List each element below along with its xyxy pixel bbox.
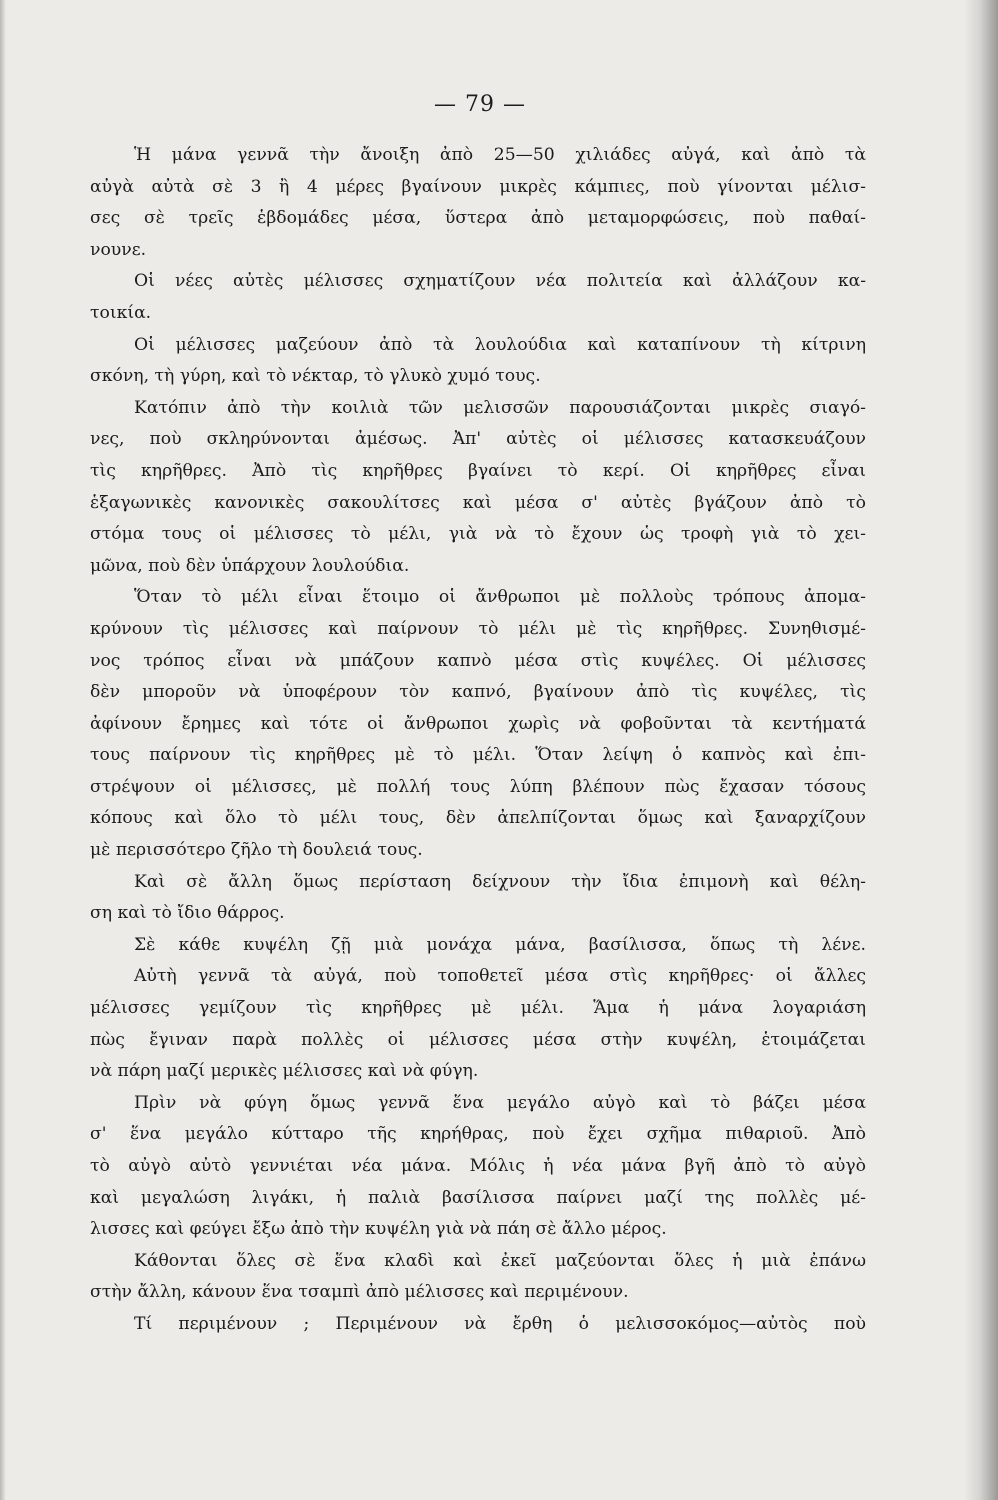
text-line: νουνε. — [90, 239, 147, 260]
text-line: κόπους καὶ ὅλο τὸ μέλι τους, δὲν ἀπελπίζονται ὅμως καὶ ξαναρχίζουν — [90, 808, 866, 829]
text-line: ἑξαγωνικὲς κανονικὲς σακουλίτσες καὶ μέσα σ' αὐτὲς βγάζουν ἀπὸ τὸ — [90, 492, 866, 513]
text-line: Σὲ κάθε κυψέλη ζῇ μιὰ μονάχα μάνα, βασίλισσα, ὅπως τὴ λένε. — [134, 934, 866, 955]
text-line: στὴν ἄλλη, κάνουν ἕνα τσαμπὶ ἀπὸ μέλισσες καὶ περιμένουν. — [90, 1282, 629, 1303]
text-line: μῶνα, ποὺ δὲν ὑπάρχουν λουλούδια. — [90, 555, 410, 576]
text-line: αὐγὰ αὐτὰ σὲ 3 ἢ 4 μέρες βγαίνουν μικρὲς κάμπιες, ποὺ γίνονται μέλισ- — [90, 176, 866, 197]
text-line: δὲν μποροῦν νὰ ὑποφέρουν τὸν καπνό, βγαίνουν ἀπὸ τὶς κυψέλες, τὶς — [90, 682, 866, 703]
text-line: νες, ποὺ σκληρύνονται ἀμέσως. Ἀπ' αὐτὲς οἱ μέλισσες κατασκευάζουν — [90, 429, 866, 450]
text-line: Καὶ σὲ ἄλλη ὅμως περίσταση δείχνουν τὴν ἴδια ἐπιμονὴ καὶ θέλη- — [134, 871, 866, 892]
text-line: στρέψουν οἱ μέλισσες, μὲ πολλή τους λύπη βλέπουν πὼς ἔχασαν τόσους — [90, 776, 866, 797]
text-line: Ὅταν τὸ μέλι εἶναι ἕτοιμο οἱ ἄνθρωποι μὲ πολλοὺς τρόπους ἀπομα- — [134, 587, 866, 608]
text-line: Τί περιμένουν ; Περιμένουν νὰ ἔρθη ὁ μελισσοκόμος—αὐτὸς ποὺ — [134, 1313, 866, 1334]
text-line: Αὐτὴ γεννᾶ τὰ αὐγά, ποὺ τοποθετεῖ μέσα στὶς κηρῆθρες· οἱ ἄλλες — [134, 966, 866, 987]
text-line: ση καὶ τὸ ἴδιο θάρρος. — [90, 903, 285, 924]
text-line: κρύνουν τὶς μέλισσες καὶ παίρνουν τὸ μέλι μὲ τὶς κηρῆθρες. Συνηθισμέ- — [90, 618, 866, 639]
page-left-edge — [0, 0, 6, 1500]
text-line: λισσες καὶ φεύγει ἔξω ἀπὸ τὴν κυψέλη γιὰ νὰ πάη σὲ ἄλλο μέρος. — [90, 1219, 667, 1240]
text-line: μὲ περισσότερο ζῆλο τὴ δουλειά τους. — [90, 840, 423, 861]
text-line: νὰ πάρη μαζί μερικὲς μέλισσες καὶ νὰ φύγη. — [90, 1061, 479, 1082]
text-line: τὶς κηρῆθρες. Ἀπὸ τὶς κηρῆθρες βγαίνει τὸ κερί. Οἱ κηρῆθρες εἶναι — [90, 460, 866, 481]
page-number: — 79 — — [434, 92, 526, 117]
text-line: νος τρόπος εἶναι νὰ μπάζουν καπνὸ μέσα στὶς κυψέλες. Οἱ μέλισσες — [90, 650, 866, 671]
text-line: σ' ἕνα μεγάλο κύτταρο τῆς κηρήθρας, ποὺ ἔχει σχῆμα πιθαριοῦ. Ἀπὸ — [90, 1124, 866, 1145]
text-line: καὶ μεγαλώση λιγάκι, ἡ παλιὰ βασίλισσα παίρνει μαζί της πολλὲς μέ- — [90, 1187, 866, 1208]
text-line: πὼς ἔγιναν παρὰ πολλὲς οἱ μέλισσες μέσα στὴν κυψέλη, ἑτοιμάζεται — [90, 1029, 866, 1050]
text-line: Οἱ μέλισσες μαζεύουν ἀπὸ τὰ λουλούδια καὶ καταπίνουν τὴ κίτρινη — [134, 334, 866, 355]
text-line: τους παίρνουν τὶς κηρῆθρες μὲ τὸ μέλι. Ὅταν λείψη ὁ καπνὸς καὶ ἐπι- — [90, 745, 866, 766]
page-body-text — [90, 140, 866, 1341]
text-line: Κατόπιν ἀπὸ τὴν κοιλιὰ τῶν μελισσῶν παρουσιάζονται μικρὲς σιαγό- — [134, 397, 866, 418]
text-line: Πρὶν νὰ φύγη ὅμως γεννᾶ ἕνα μεγάλο αὐγὸ καὶ τὸ βάζει μέσα — [134, 1092, 866, 1113]
text-line: Κάθονται ὅλες σὲ ἕνα κλαδὶ καὶ ἐκεῖ μαζεύονται ὅλες ἡ μιὰ ἐπάνω — [134, 1250, 866, 1271]
text-line: στόμα τους οἱ μέλισσες τὸ μέλι, γιὰ νὰ τὸ ἔχουν ὡς τροφὴ γιὰ τὸ χει- — [90, 524, 866, 545]
text-line: Οἱ νέες αὐτὲς μέλισσες σχηματίζουν νέα πολιτεία καὶ ἀλλάζουν κα- — [134, 271, 866, 292]
text-line: τὸ αὐγὸ αὐτὸ γεννιέται νέα μάνα. Μόλις ἡ νέα μάνα βγῆ ἀπὸ τὸ αὐγὸ — [90, 1156, 866, 1176]
text-line: Ἡ μάνα γεννᾶ τὴν ἄνοιξη ἀπὸ 25—50 χιλιάδες αὐγά, καὶ ἀπὸ τὰ — [134, 145, 866, 165]
text-line: ἀφίνουν ἔρημες καὶ τότε οἱ ἄνθρωποι χωρὶς νὰ φοβοῦνται τὰ κεντήματά — [90, 713, 866, 734]
text-line: σκόνη, τὴ γύρη, καὶ τὸ νέκταρ, τὸ γλυκὸ χυμό τους. — [90, 366, 541, 387]
text-line: τοικία. — [90, 302, 152, 323]
text-line: σες σὲ τρεῖς ἑβδομάδες μέσα, ὕστερα ἀπὸ μεταμορφώσεις, ποὺ παθαί- — [90, 208, 866, 229]
page-binding-shadow — [964, 0, 998, 1500]
text-line: μέλισσες γεμίζουν τὶς κηρῆθρες μὲ μέλι. Ἅμα ἡ μάνα λογαριάση — [90, 998, 866, 1019]
